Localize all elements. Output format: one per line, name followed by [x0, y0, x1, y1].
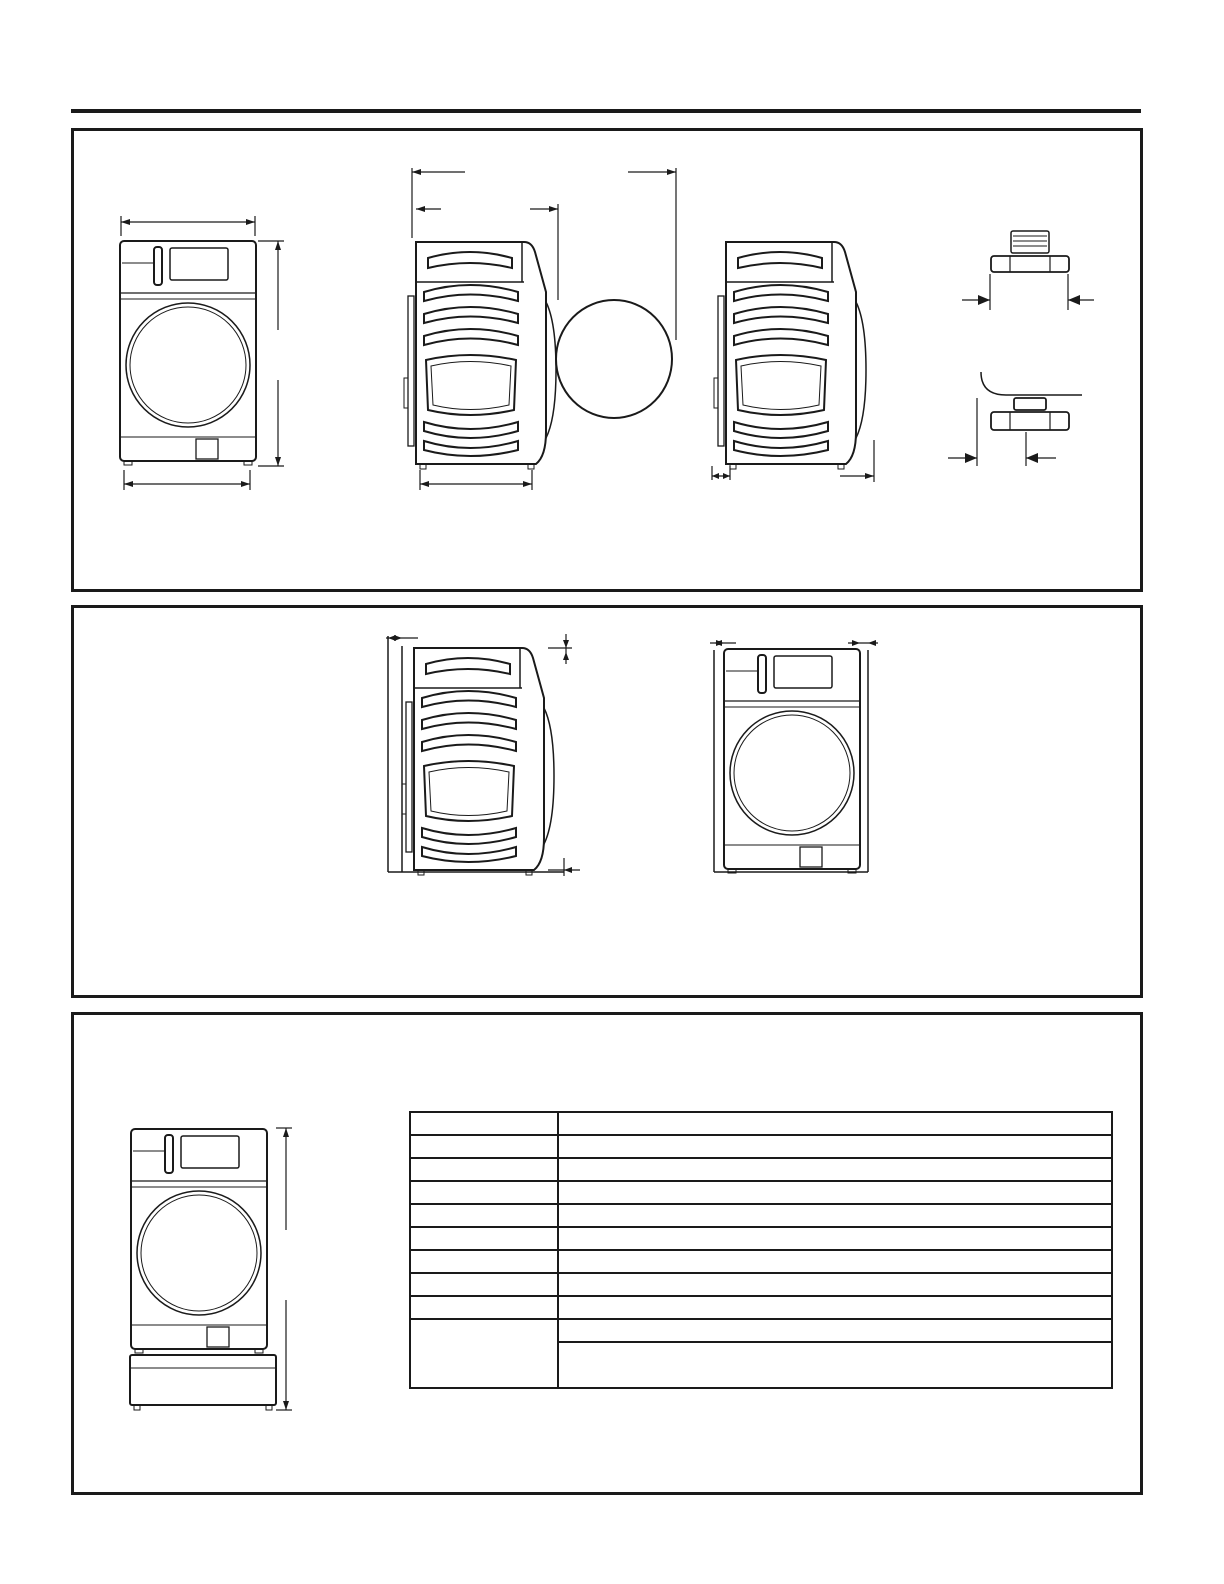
- table-row: [410, 1250, 1112, 1273]
- table-row: [410, 1227, 1112, 1250]
- table-row: [410, 1181, 1112, 1204]
- table-row: [410, 1135, 1112, 1158]
- leveling-leg-detail: [948, 231, 1094, 466]
- table-cell: [410, 1135, 558, 1158]
- table-cell: [558, 1112, 1112, 1135]
- table-cell: [558, 1181, 1112, 1204]
- front-view-dimensions: [120, 216, 284, 490]
- table-cell: [410, 1250, 558, 1273]
- table-cell: [410, 1273, 558, 1296]
- table-cell: [558, 1296, 1112, 1319]
- side-clearance-view: [386, 634, 580, 876]
- table-cell: [558, 1227, 1112, 1250]
- table-cell: [410, 1319, 558, 1388]
- table-cell: [558, 1319, 1112, 1342]
- side-view-depth: [712, 242, 874, 482]
- table-row: [410, 1319, 1112, 1342]
- table-row: [410, 1273, 1112, 1296]
- table-cell: [558, 1250, 1112, 1273]
- table-cell: [558, 1158, 1112, 1181]
- front-clearance-view: [710, 640, 878, 873]
- table-cell: [410, 1181, 558, 1204]
- table-cell: [558, 1135, 1112, 1158]
- table-cell: [410, 1158, 558, 1181]
- table-cell: [558, 1204, 1112, 1227]
- table-row: [410, 1158, 1112, 1181]
- pedestal-front-view: [130, 1128, 292, 1410]
- spec-table: [409, 1111, 1113, 1389]
- table-cell: [558, 1273, 1112, 1296]
- side-view-door-open: [404, 168, 676, 490]
- table-row: [410, 1296, 1112, 1319]
- table-cell: [410, 1204, 558, 1227]
- table-cell: [410, 1112, 558, 1135]
- table-row: [410, 1204, 1112, 1227]
- table-cell: [410, 1227, 558, 1250]
- table-row: [410, 1112, 1112, 1135]
- table-cell: [558, 1342, 1112, 1388]
- table-cell: [410, 1296, 558, 1319]
